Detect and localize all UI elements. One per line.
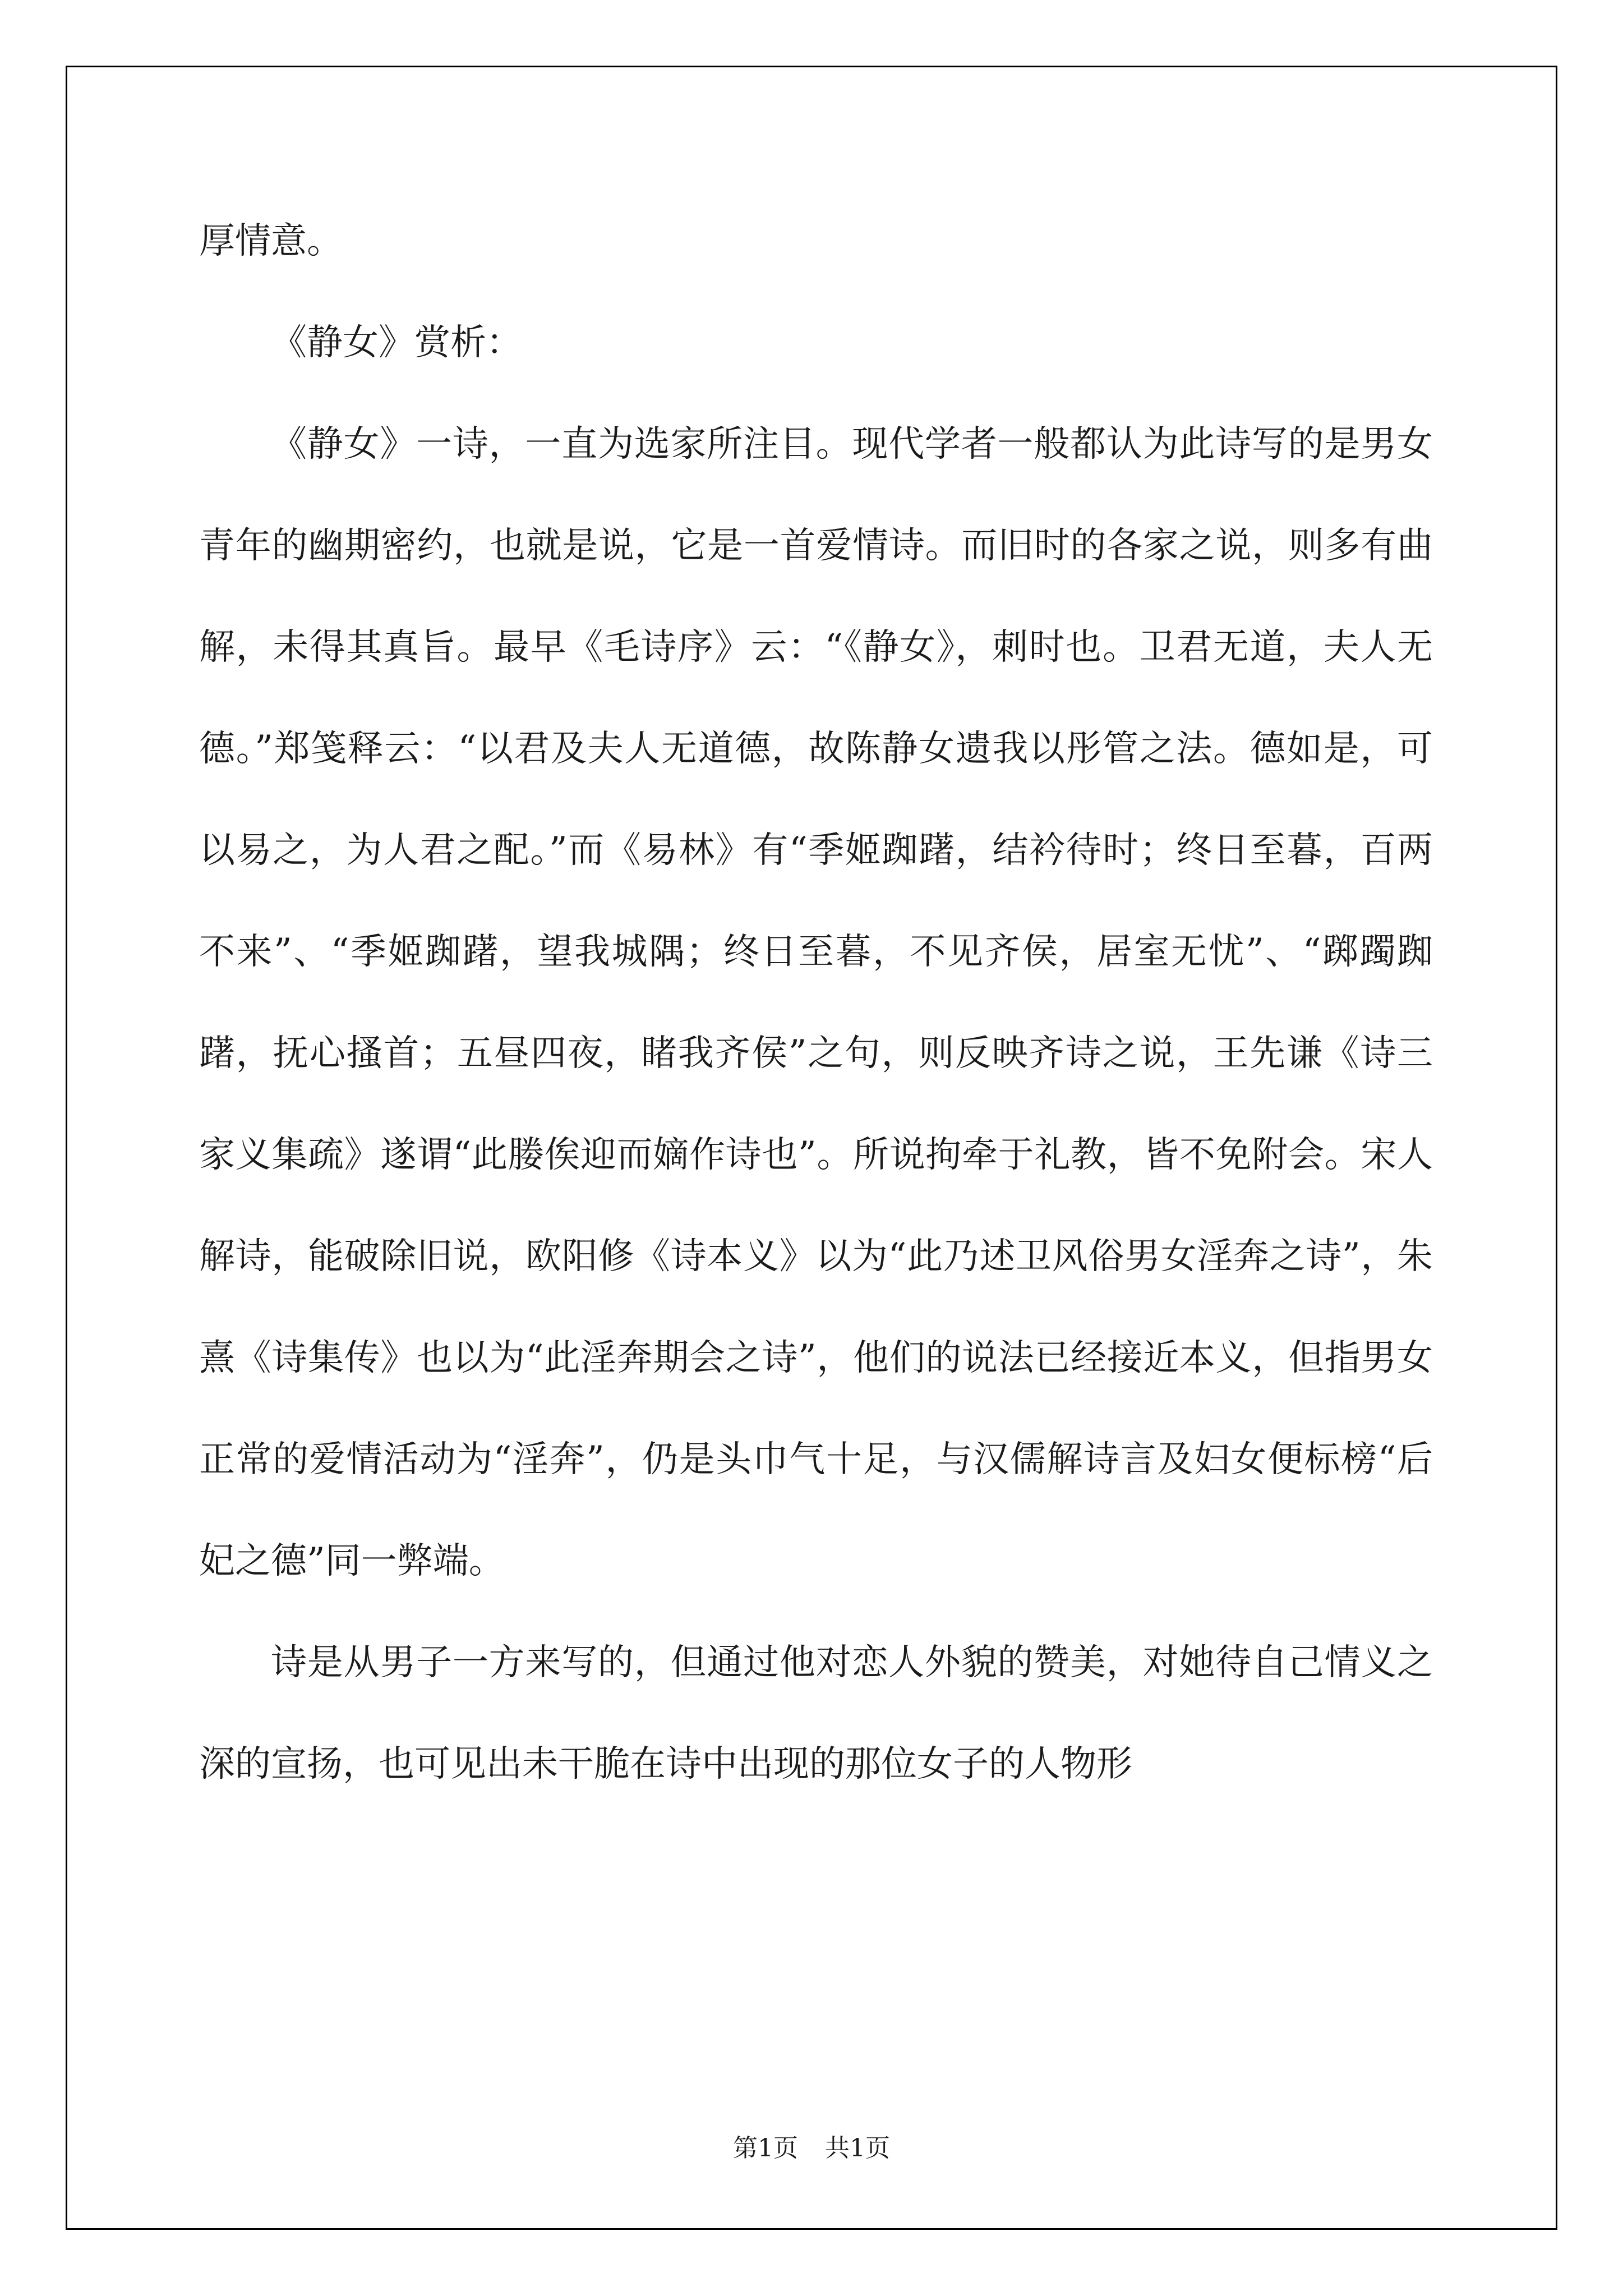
document-body [199,191,1433,1815]
paragraph-continuation: 厚情意。 [199,220,343,262]
paragraph-analysis: 《静女》一诗，一直为选家所注目。现代学者一般都认为此诗写的是男女青年的幽期密约，也就是说，它是一首爱情诗。而旧时的各家之说，则多有曲解，未得其真旨。最早《毛诗序》云：“《静女》，刺时也。卫君无道，夫人无德。”郑笺释云：“以君及夫人无道德，故陈静女遗我以彤管之法。德如是，可以易之，为人君之配。”而《易林》有“季姬踟躇，结衿待时；终日至暮，百两不来”、“季姬踟躇，望我城隅；终日至暮，不见齐侯，居室无忧”、“踯躅踟躇，抚心搔首；五昼四夜，睹我齐侯”之句，则反映齐诗之说，王先谦《诗三家义集疏》遂谓“此媵俟迎而嫡作诗也”。所说拘牵于礼教，皆不免附会。宋人解诗，能破除旧说，欧阳修《诗本义》以为“此乃述卫风俗男女淫奔之诗”，朱熹《诗集传》也以为“此淫奔期会之诗”，他们的说法已经接近本义，但指男女正常的爱情活动为“淫奔”，仍是头巾气十足，与汉儒解诗言及妇女便标榜“后妃之德”同一弊端。 [199,424,1433,1582]
page-total: 共1页 [825,2134,890,2162]
page-number: 第1页 [733,2134,798,2162]
paragraph-heading: 《静女》赏析： [271,322,522,364]
page-footer [0,2132,1623,2165]
paragraph-poem-perspective: 诗是从男子一方来写的，但通过他对恋人外貌的赞美，对她待自己情义之深的宣扬，也可见出未干脆在诗中出现的那位女子的人物形 [199,1642,1433,1785]
